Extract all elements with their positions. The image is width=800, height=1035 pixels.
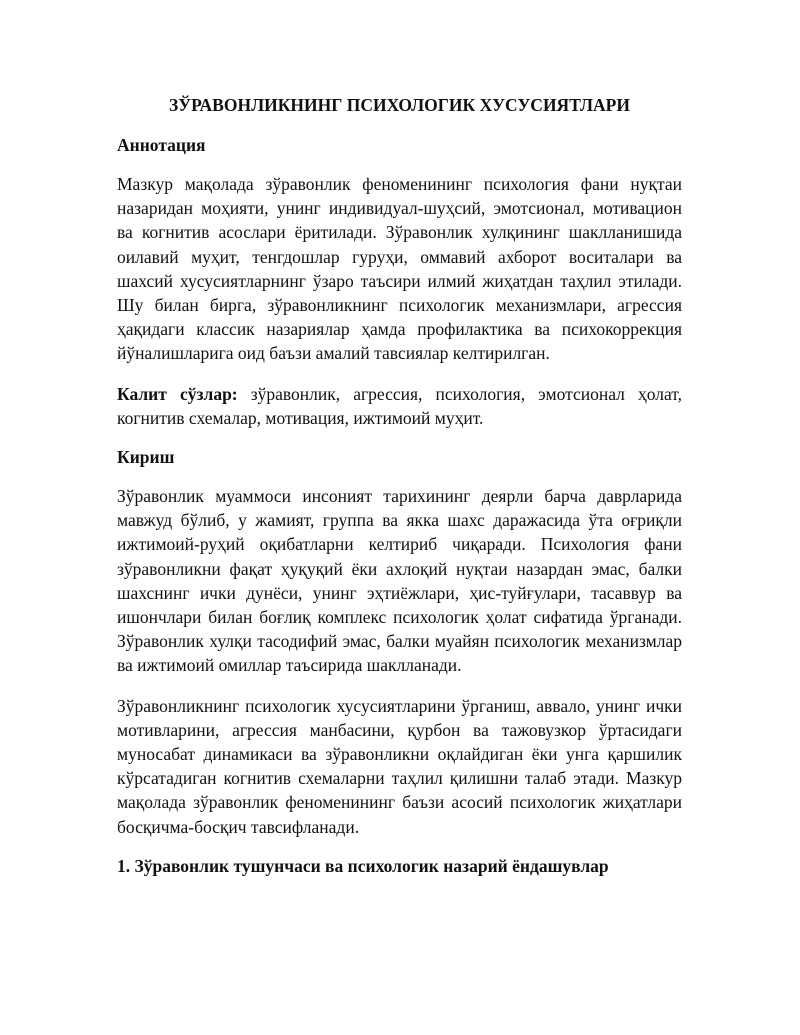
keywords-paragraph [117,382,682,430]
introduction-heading: Кириш [117,447,175,468]
introduction-paragraph-1: Зўравонлик муаммоси инсоният тарихининг деярли барча даврларида мавжуд бўлиб, у жамият, группа ва якка шахс даражасида ўта оғриқли ижтимоий-руҳий оқибатларни келтириб чиқаради. Психология фани зўравонликни фақат ҳуқуқий ёки ахлоқий нуқтаи назардан эмас, балки шахснинг ички дунёси, унинг эҳтиёжлари, ҳис-туйғулари, тасаввур ва ишончлари билан боғлиқ комплекс психологик ҳолат сифатида ўрганади. Зўравонлик хулқи тасодифий эмас, балки муайян психологик механизмлар ва ижтимоий омиллар таъсирида шаклланади. [117,486,682,676]
document-page [117,94,682,893]
annotation-heading: Аннотация [117,135,206,155]
annotation-paragraph: Мазкур мақолада зўравонлик феноменининг психология фани нуқтаи назаридан моҳияти, унинг индивидуал-шуҳсий, эмотсионал, мотивацион ва когнитив асослари ёритилади. Зўравонлик хулқининг шаклланишида оилавий муҳит, тенгдошлар гуруҳи, оммавий ахборот воситалари ва шахсий хусусиятларнинг ўзаро таъсири илмий жиҳатдан таҳлил этилади. Шу билан бирга, зўравонликнинг психологик механизмлари, агрессия ҳақидаги классик назариялар ҳамда профилактика ва психокоррекция йўналишларига оид баъзи амалий тавсиялар келтирилган. [117,174,682,364]
section-1-heading: 1. Зўравонлик тушунчаси ва психологик назарий ёндашувлар [117,855,609,876]
introduction-paragraph-2: Зўравонликнинг психологик хусусиятларини ўрганиш, аввало, унинг ички мотивларини, агрессия манбасини, қурбон ва тажовузкор ўртасидаги муносабат динамикаси ва зўравонликни оқлайдиган ёки унга қаршилик кўрсатадиган когнитив схемаларни таҳлил қилишни талаб этади. Мазкур мақолада зўравонлик феноменининг баъзи асосий психологик жиҳатлари босқичма-босқич тавсифланади. [117,695,682,837]
keywords-label: Калит сўзлар: [117,383,238,404]
document-title: ЗЎРАВОНЛИКНИНГ ПСИХОЛОГИК ХУСУСИЯТЛАРИ [169,95,630,115]
keywords-text: зўравонлик, агрессия, психология, эмотсионал ҳолат, когнитив схемалар, мотивация, ижтимоий муҳит. [117,383,682,428]
